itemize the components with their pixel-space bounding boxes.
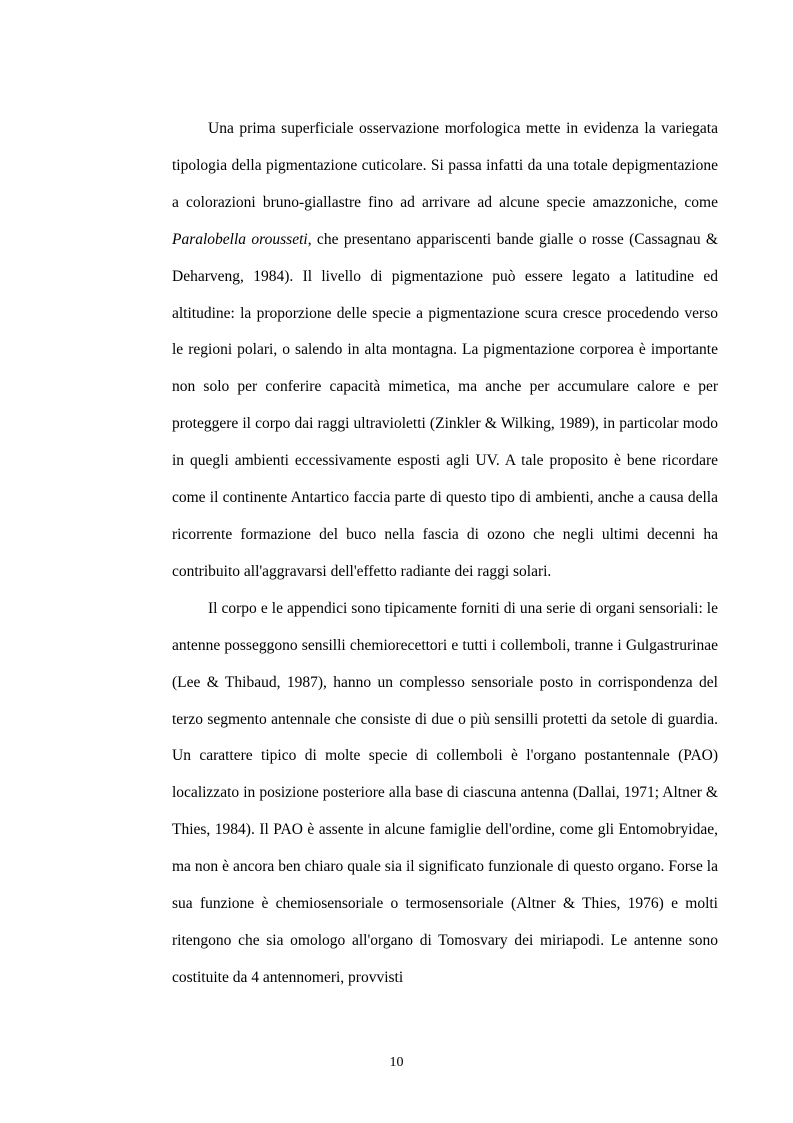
page-number: 10 [389,1055,404,1070]
paragraph-1-text-end: , che presentano appariscenti bande gialle o rosse (Cassagnau & Deharveng, 1984). Il livello di pigmentazione può essere legato a latitudine ed altitudine: la proporzione delle specie a pigmentazione scura cresce procedendo verso le regioni polari, o salendo in alta montagna. La pigmentazione corporea è importante non solo per conferire capacità mimetica, ma anche per accumulare calore e per proteggere il corpo dai raggi ultravioletti (Zinkler & Wilking, 1989), in particolar modo in quegli ambienti eccessivamente esposti agli UV. A tale proposito è bene ricordare come il continente Antartico faccia parte di questo tipo di ambienti, anche a causa della ricorrente formazione del buco nella fascia di ozono che negli ultimi decenni ha contribuito all'aggravarsi dell'effetto radiante dei raggi solari. [172,230,718,580]
paragraph-sensory-organs: Il corpo e le appendici sono tipicamente forniti di una serie di organi sensoriali: le antenne posseggono sensilli chemiorecettori e tutti i collemboli, tranne i Gulgastrurinae (Lee & Thibaud, 1987), hanno un complesso sensoriale posto in corrispondenza del terzo segmento antennale che consiste di due o più sensilli protetti da setole di guardia. Un carattere tipico di molte specie di collemboli è l'organo postantennale (PAO) localizzato in posizione posteriore alla base di ciascuna antenna (Dallai, 1971; Altner & Thies, 1984). Il PAO è assente in alcune famiglie dell'ordine, come gli Entomobryidae, ma non è ancora ben chiaro quale sia il significato funzionale di questo organo. Forse la sua funzione è chemiosensoriale o termosensoriale (Altner & Thies, 1976) e molti ritengono che sia omologo all'organo di Tomosvary dei miriapodi. Le antenne sono costituite da 4 antennomeri, provvisti [172,599,718,986]
paragraph-pigmentation [172,111,718,591]
species-name-italic: Paralobella orousseti [172,230,308,248]
paragraph-1-text-start: Una prima superficiale osservazione morfologica mette in evidenza la variegata tipologia della pigmentazione cuticolare. Si passa infatti da una totale depigmentazione a colorazioni bruno-giallastre fino ad arrivare ad alcune specie amazzoniche, come [172,120,718,211]
body-text [172,111,718,997]
